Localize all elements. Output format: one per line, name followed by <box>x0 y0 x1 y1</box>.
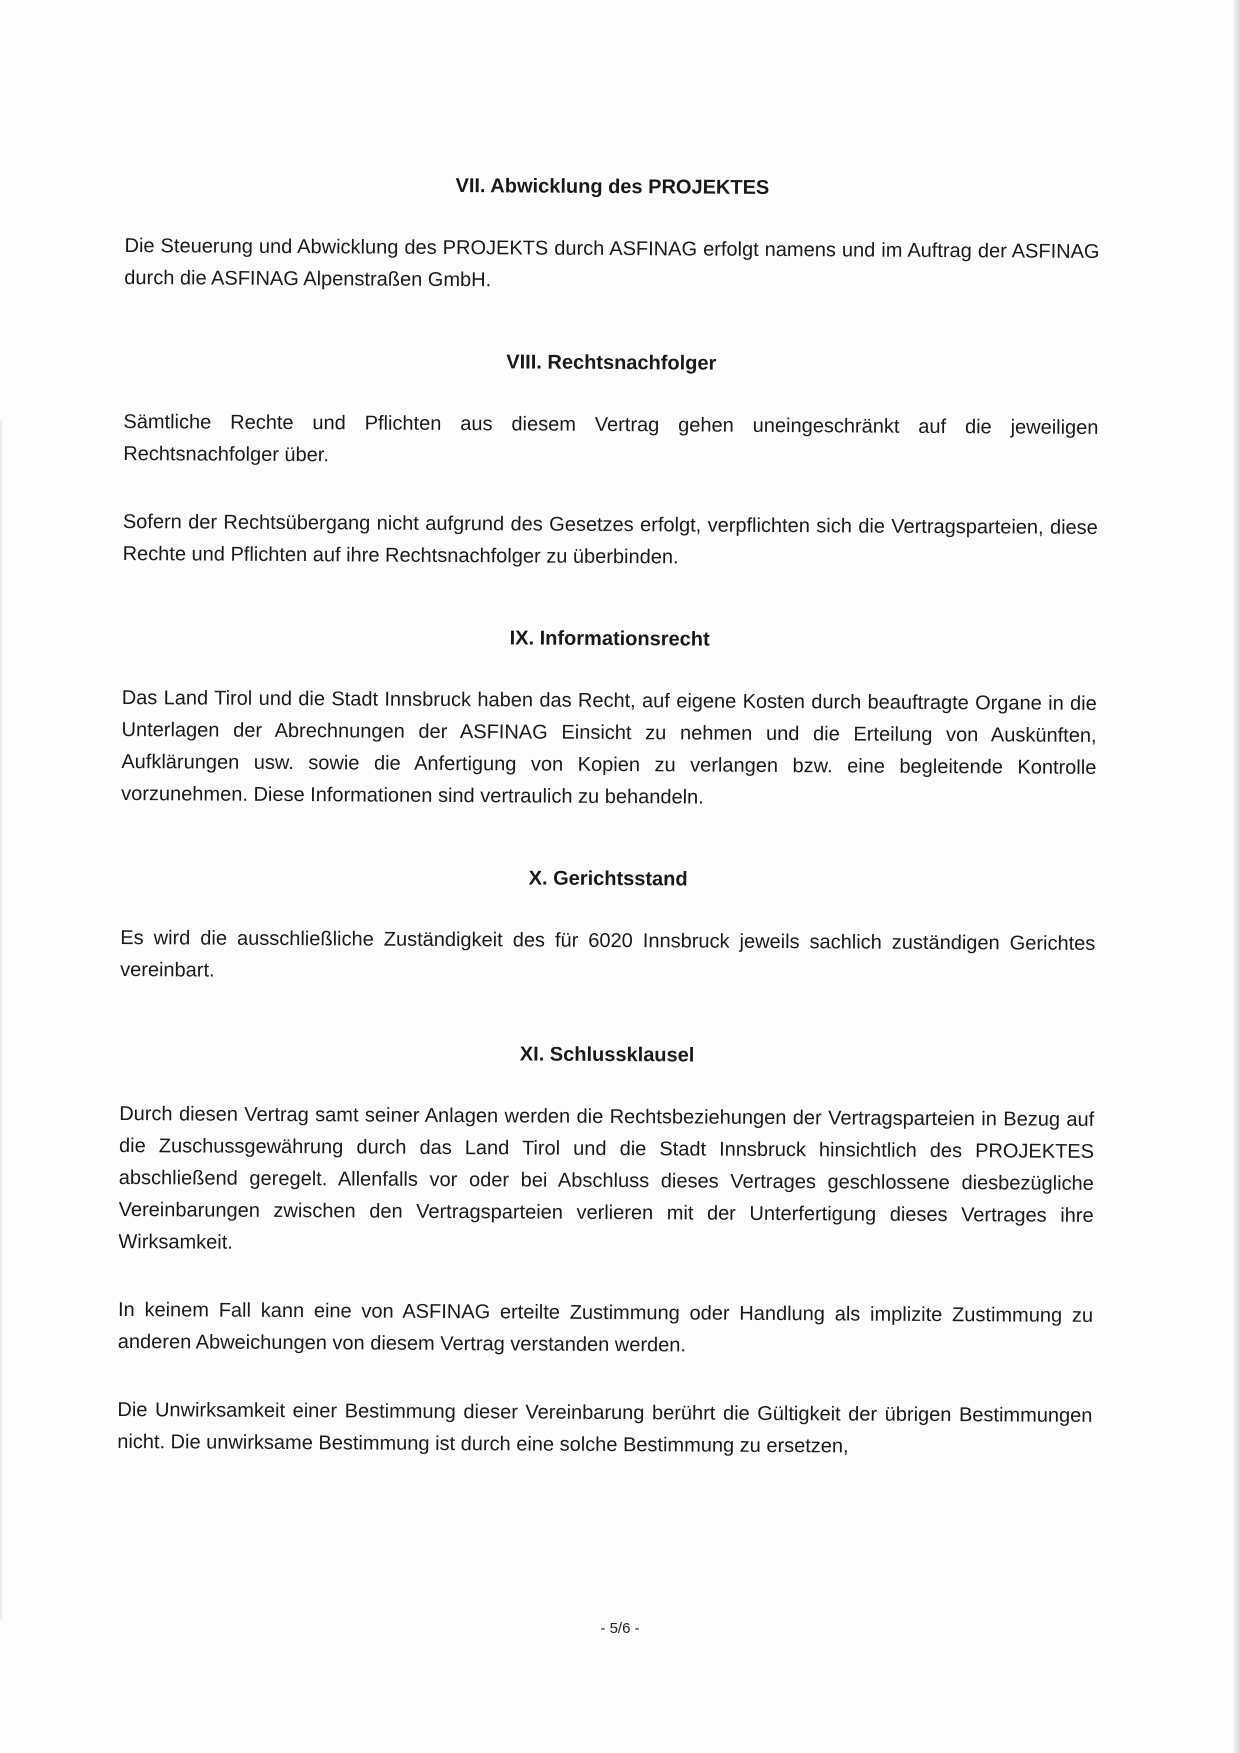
paragraph: Die Steuerung und Abwicklung des PROJEKTS durch ASFINAG erfolgt namens und im Auftrag der ASFINAG durch die ASFINAG Alpenstraßen GmbH. <box>124 234 1100 292</box>
section-heading: XI. Schlussklausel <box>519 1043 695 1067</box>
section-gerichtsstand <box>120 862 1096 992</box>
paragraph: Es wird die ausschließliche Zuständigkeit des für 6020 Innsbruck jeweils sachlich zuständigen Gerichtes vereinbart. <box>120 926 1096 982</box>
page-number: - 5/6 - <box>600 1620 640 1637</box>
paragraph: Sämtliche Rechte und Pflichten aus diesem Vertrag gehen uneingeschränkt auf die jeweiligen Rechtsnachfolger über. <box>123 410 1099 467</box>
scan-edge-left <box>0 420 3 1620</box>
section-schlussklausel <box>117 1038 1095 1464</box>
section-informationsrecht <box>121 622 1097 816</box>
section-heading: X. Gerichtsstand <box>528 867 688 891</box>
section-rechtsnachfolger <box>123 346 1099 576</box>
paragraph: Das Land Tirol und die Stadt Innsbruck haben das Recht, auf eigene Kosten durch beauftragte Organe in die Unterlagen der Abrechnungen der ASFINAG Einsicht zu nehmen und die Erteilung von Auskünften, Aufklärungen usw. sowie die Anfertigung von Kopien zu verlangen bzw. eine begleitende Kontrolle vorzunehmen. Diese Informationen sind vertraulich zu behandeln. <box>121 686 1097 809</box>
paragraph: Sofern der Rechtsübergang nicht aufgrund des Gesetzes erfolgt, verpflichten sich die Vertragsparteien, diese Rechte und Pflichten auf ihre Rechtsnachfolger zu überbinden. <box>122 510 1098 569</box>
section-abwicklung <box>124 170 1100 300</box>
scan-edge-right <box>1234 0 1240 1753</box>
document-body <box>117 170 1100 1500</box>
section-heading: VII. Abwicklung des PROJEKTES <box>455 175 770 199</box>
paragraph: In keinem Fall kann eine von ASFINAG erteilte Zustimmung oder Handlung als implizite Zustimmung zu anderen Abweichungen von diesem Vertrag verstanden werden. <box>117 1298 1094 1357</box>
paragraph: Die Unwirksamkeit einer Bestimmung dieser Vereinbarung berührt die Gültigkeit der übrigen Bestimmungen nicht. Die unwirksame Bestimmung ist durch eine solche Bestimmung zu ersetzen, <box>117 1398 1093 1458</box>
section-heading: IX. Informationsrecht <box>509 627 710 651</box>
paragraph: Durch diesen Vertrag samt seiner Anlagen werden die Rechtsbeziehungen der Vertragsparteien in Bezug auf die Zuschussgewährung durch das Land Tirol und die Stadt Innsbruck hinsichtlich des PROJEKTES abschließend geregelt. Allenfalls vor oder bei Abschluss dieses Vertrages geschlossene diesbezügliche Vereinbarungen zwischen den Vertragsparteien verlieren mit der Unterfertigung dieses Vertrages ihre Wirksamkeit. <box>118 1102 1095 1254</box>
section-heading: VIII. Rechtsnachfolger <box>506 351 717 375</box>
